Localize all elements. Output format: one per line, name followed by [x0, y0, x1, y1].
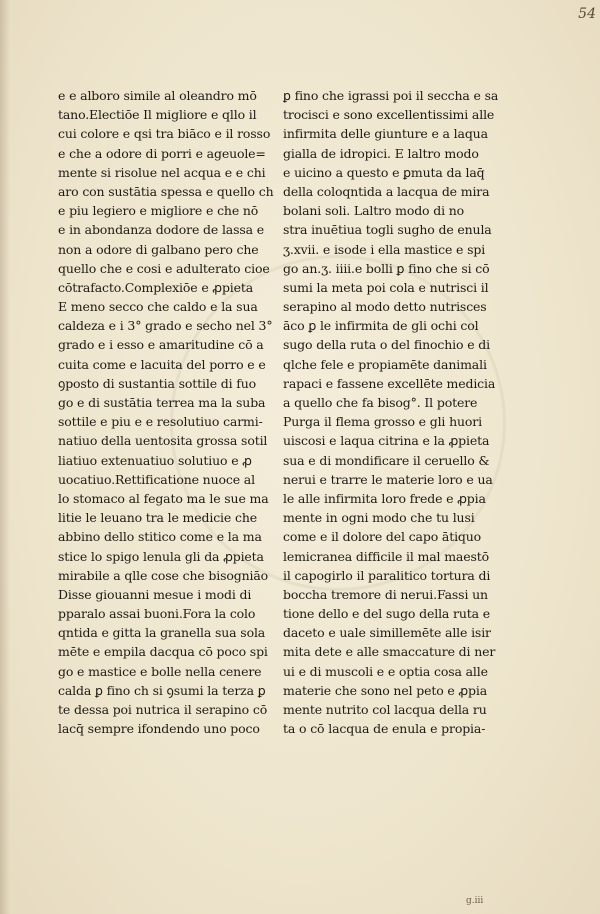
- text-line: ta o cō lacqua de enula e propia-: [283, 721, 486, 737]
- text-line: a quello che fa bisog°. Il potere: [283, 395, 478, 410]
- text-line: sugo della ruta o del finochio e di: [283, 337, 490, 353]
- text-line: lacq̄ sempre ifondendo uno poco: [58, 721, 260, 737]
- text-line: sumi la meta poi cola e nutrisci il: [283, 279, 489, 295]
- text-line: qntida e gitta la granella sua sola: [58, 625, 266, 641]
- text-line: come e il dolore del capo ātiquo: [283, 529, 482, 545]
- text-line: mita dete e alle smaccature di ner: [283, 644, 496, 660]
- text-line: boccha tremore di nerui.Fassi un: [283, 586, 488, 602]
- text-line: rapaci e fassene excellēte medicia: [283, 375, 496, 391]
- text-line: lo stomaco al fegato ma le sue ma: [58, 490, 269, 506]
- text-line: cui colore e qsi tra biāco e il rosso: [58, 126, 271, 142]
- text-line: mente nutrito col lacqua della ru: [283, 702, 487, 717]
- text-line: le alle infirmita loro frede e ꝓpia: [283, 490, 486, 506]
- text-line: uocatiuo.Rettificatione nuoce al: [58, 471, 255, 487]
- left-text-column: [58, 86, 272, 738]
- text-line: litie le leuano tra le medicie che: [58, 510, 257, 526]
- text-line: lemicranea difficile il mal maestō: [283, 548, 489, 564]
- text-line: stice lo spigo lenula gli da ꝓpieta: [58, 548, 264, 564]
- text-line: ui e di muscoli e e optia cosa alle: [283, 663, 488, 679]
- text-line: abbino dello stitico come e la ma: [58, 529, 262, 545]
- text-line: e uicino a questo e ꝑmuta da laq̄: [283, 164, 485, 180]
- text-line: materie che sono nel peto e ꝓpia: [283, 682, 488, 698]
- text-line: ʒ.xvii. e isode i ella mastice e spi: [283, 241, 486, 257]
- text-line: mente in ogni modo che tu lusi: [283, 510, 475, 526]
- text-line: pparalo assai buoni.Fora la colo: [58, 606, 256, 622]
- text-line: go e di sustātia terrea ma la suba: [58, 395, 266, 410]
- text-line: gialla de idropici. E laltro modo: [283, 145, 479, 161]
- text-line: e e alboro simile al oleandro mō: [58, 88, 257, 103]
- text-line: natiuo della uentosita grossa sotil: [58, 433, 268, 449]
- text-line: non a odore di galbano pero che: [58, 241, 259, 257]
- text-line: stra inuētiua togli sugho de enula: [283, 222, 492, 238]
- text-line: daceto e uale simillemēte alle isir: [283, 625, 491, 641]
- text-line: e piu legiero e migliore e che nō: [58, 203, 259, 219]
- text-line: go an.ʒ. iiii.e bolli ꝑ fino che si cō: [283, 260, 490, 276]
- text-line: della coloqntida a lacqua de mira: [283, 183, 490, 199]
- text-line: ꝑ fino che igrassi poi il seccha e sa: [283, 88, 499, 103]
- signature-mark: g.iii: [466, 896, 484, 906]
- text-line: bolani soli. Laltro modo di no: [283, 203, 465, 219]
- folio-number: 54: [578, 6, 596, 22]
- text-line: cōtrafacto.Complexiōe e ꝓpieta: [58, 279, 254, 295]
- text-line: Disse giouanni mesue i modi di: [58, 586, 252, 602]
- text-line: sua e di mondificare il ceruello &: [283, 452, 490, 468]
- text-line: Purga il flema grosso e gli huori: [283, 414, 482, 430]
- text-line: mirabile a qlle cose che bisogniāo: [58, 567, 269, 583]
- text-line: trocisci e sono excellentissimi alle: [283, 107, 495, 123]
- text-line: e in abondanza dodore de lassa e: [58, 222, 265, 238]
- spine-shadow: [0, 0, 10, 914]
- text-line: cuita come e lacuita del porro e e: [58, 356, 266, 372]
- text-line: il capogirlo il paralitico tortura di: [283, 567, 491, 583]
- text-line: nerui e trarre le materie loro e ua: [283, 471, 493, 487]
- text-line: mēte e empila dacqua cō poco spi: [58, 644, 268, 660]
- text-line: grado e i esso e amaritudine cō a: [58, 337, 264, 353]
- text-line: aro con sustātia spessa e quello ch: [58, 183, 274, 199]
- text-line: e che a odore di porri e ageuole=: [58, 145, 266, 161]
- text-line: calda ꝑ fino ch si ꝯsumi la terza ꝑ: [58, 682, 266, 698]
- text-line: te dessa poi nutrica il serapino cō: [58, 702, 268, 717]
- text-line: quello che e cosi e adulterato cioe: [58, 260, 270, 276]
- text-line: sottile e piu e e resolutiuo carmi-: [58, 414, 263, 430]
- text-line: qlche fele e propiamēte danimali: [283, 356, 487, 372]
- text-line: tione dello e del sugo della ruta e: [283, 606, 491, 622]
- text-line: mente si risolue nel acqua e e chi: [58, 164, 266, 180]
- text-line: E meno secco che caldo e la sua: [58, 299, 258, 315]
- text-line: liatiuo extenuatiuo solutiuo e ꝓ: [58, 452, 252, 468]
- text-line: infirmita delle giunture e a laqua: [283, 126, 488, 142]
- right-text-column: [283, 86, 498, 738]
- text-line: tano.Electiōe Il migliore e qllo il: [58, 107, 257, 123]
- text-line: ꝯposto di sustantia sottile di fuo: [58, 375, 257, 391]
- text-line: go e mastice e bolle nella cenere: [58, 663, 262, 679]
- text-line: serapino al modo detto nutrisces: [283, 299, 487, 315]
- text-line: uiscosi e laqua citrina e la ꝓpieta: [283, 433, 490, 449]
- text-line: caldeza e i 3° grado e secho nel 3°: [58, 318, 273, 334]
- text-line: āco ꝑ le infirmita de gli ochi col: [283, 318, 479, 334]
